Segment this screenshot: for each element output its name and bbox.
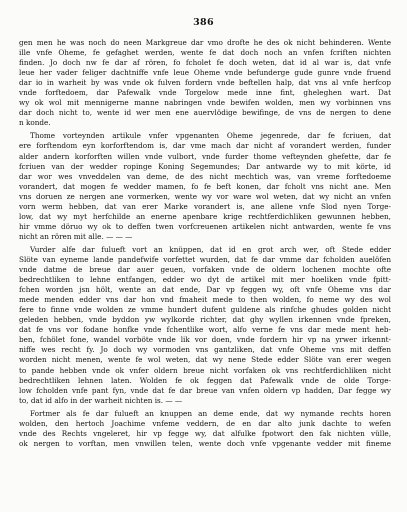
text-line: vnde des Rechts vngeleret, hir vp fegge wy, dat alfulke fpotwort den fak nichten vülle, [19,428,391,438]
text-line: vorn werm hebben, dat van erer Marke vorandert is, ane allene vnfe Slod nyen Torge- [19,201,391,211]
text-line: geleden hebben, vnde byddon yw wylkorde richter, dat ghy wyllen irkennen vnde fpreken, [19,315,391,325]
text-line: dar wor wes vnveddelen van deme, de des nicht mechtich was, van vreme forftedoeme [19,171,391,181]
text-line: niffe wes recht fy. Jo doch wy vormoden vns gantzliken, dat vnfe Oheme vns mit deffen [19,345,391,355]
text-line: fchen worden jsn hölt, wente an dat ende, Dar vp feggen wy, oft vnfe Oheme vns dar [19,285,391,295]
text-line: hir vmme döruo wy ok to deffen twen vorfcreuenen artikelen nicht antwarden, wente fe vns [19,221,391,231]
text-line: alder andern korforften willen vnde vulbort, vnde furder thome vefteynden ghefette, dar fe [19,151,391,161]
text-line: low, dat wy myt herfchilde an enerne apenbare krige rechtferdichliken gewunnen hebben, [19,211,391,221]
text-line: fere to finne vnde wolden ze vmme hundert dufent guldene als rinfche ghudes golden nicht [19,305,391,315]
text-line: ere forftendom eyn korforftendom is, dar vme mach dar nicht af vorandert werden, funder [19,141,391,151]
paragraph-1 [19,38,391,128]
text-line: dar io in warheit by was vnde ok fulven fordern vnde beftellen halp, dat vns al vnfe herfcop [19,78,391,88]
text-line: Fortmer als fe dar fulueft an knuppen an deme ende, dat wy nymande rechts horen [30,408,391,418]
body-text [19,38,391,449]
text-line: bedrechtliken lehnen laten. Wolden fe ok feggen dat Pafewalk vnde de olde Torge- [19,375,391,385]
text-line: worden nicht menen, wente fe wol weten, dat wy nene Stede edder Slöte van erer wegen [19,355,391,365]
text-line: ok nergen to vorftan, men vnwillen telen, wente doch vnfe vpgenante vedder mit fineme [19,438,391,448]
paragraph-3 [19,245,391,406]
text-line: leue her vader feliger dachtniffe vnfe leue Oheme vnde befunderge gude gunre vnde fruend [19,68,391,78]
text-line: vorandert, dat mogen fe wedder mamen, fo fe beft konen, dar fcholt vns nicht ane. Men [19,181,391,191]
text-line: fcriuen van der wedder ropinge Koning Segemundes; Dar antwarde wy to mit körte, id [19,161,391,171]
text-line: dat fe vns vor fodane honfke vnde fchentlike wort, alfo verne fe vns dar mede ment heb- [19,325,391,335]
text-line: gen men he was noch do neen Markgreue dar vmo drofte he des ok nicht behinderen. Wente [19,38,391,47]
page-number: 386 [193,17,214,28]
text-line: mede menden edder vns dar hon vnd fmaheit mede to then wolden, fo neme wy des wol [19,295,391,305]
text-line: wolden, den hertoch Joachime vnfeme veddern, de en dar alto junk dachte to wefen [19,418,391,428]
text-line: vnde datme de breue dar auer geuen, vorfaken vnde de oldern lochenen mochte ofte [19,265,391,275]
text-line: n konde. [19,118,51,128]
text-line: vns doruen ze nergen ane vormerken, wente wy vor ware wol weten, dat wy nicht an vnfen [19,191,391,201]
text-line: ben, fchölet fone, wandel vorböte vnde lik vor doen, vnde fordern hir vp na yrwer irkennt- [19,335,391,345]
text-line: vnde forftedoem, dar Pafewalk vnde Torgelow mede inne fint, gheleghen wart. Dat [19,88,391,98]
text-line: to, dat id alfo in der warheit nichten is. — — [19,395,183,405]
text-line: Slöte van eyneme lande pandefwife vorfettet wurden, dat fe dar vmme dar fcholden auelöfen [19,254,391,264]
text-line: finden. Jo doch nw fe dar af rören, fo fcholet fe doch weten, dat id al war is, dat vnfe [19,58,391,68]
text-line: nicht an rören mit alle. — — — [19,231,133,241]
text-line: bedrechtliken to lehne entfangen, edder wo dyt de artikel mit mer hoeliken vnde fpitt- [19,275,391,285]
text-line: Thome vorteynden artikule vnfer vpgenanten Oheme jegenrede, dar fe fcriuen, dat [30,131,391,141]
text-line: low fcholden vnfe pant fyn, vnde dat fe dar breue van vnfen oldern vp hadden, Dar fegge wy [19,385,391,395]
paragraph-4 [19,409,391,449]
text-line: dar doch nicht to, wente id wer men ene auervlödige bewifinge, de vns de nergen to dene [19,108,391,118]
text-line: ille vnfe Oheme, fe gefaghet werden, wente fe dat doch noch an vnfen fcriften nichten [19,48,391,58]
text-line: to pande hebben vnde ok vnfer oldern breue nicht vorfaken ok vns rechtferdichliken nicht [19,365,391,375]
paragraph-2 [19,131,391,242]
text-line: wy ok wol mit mennigerne manne nabringen vnde bewifen wolden, men wy vorbinnen vns [19,98,391,108]
text-line: Vurder alfe dar fulueft vort an knüppen, dat id en grot arch wer, oft Stede edder [30,244,391,254]
